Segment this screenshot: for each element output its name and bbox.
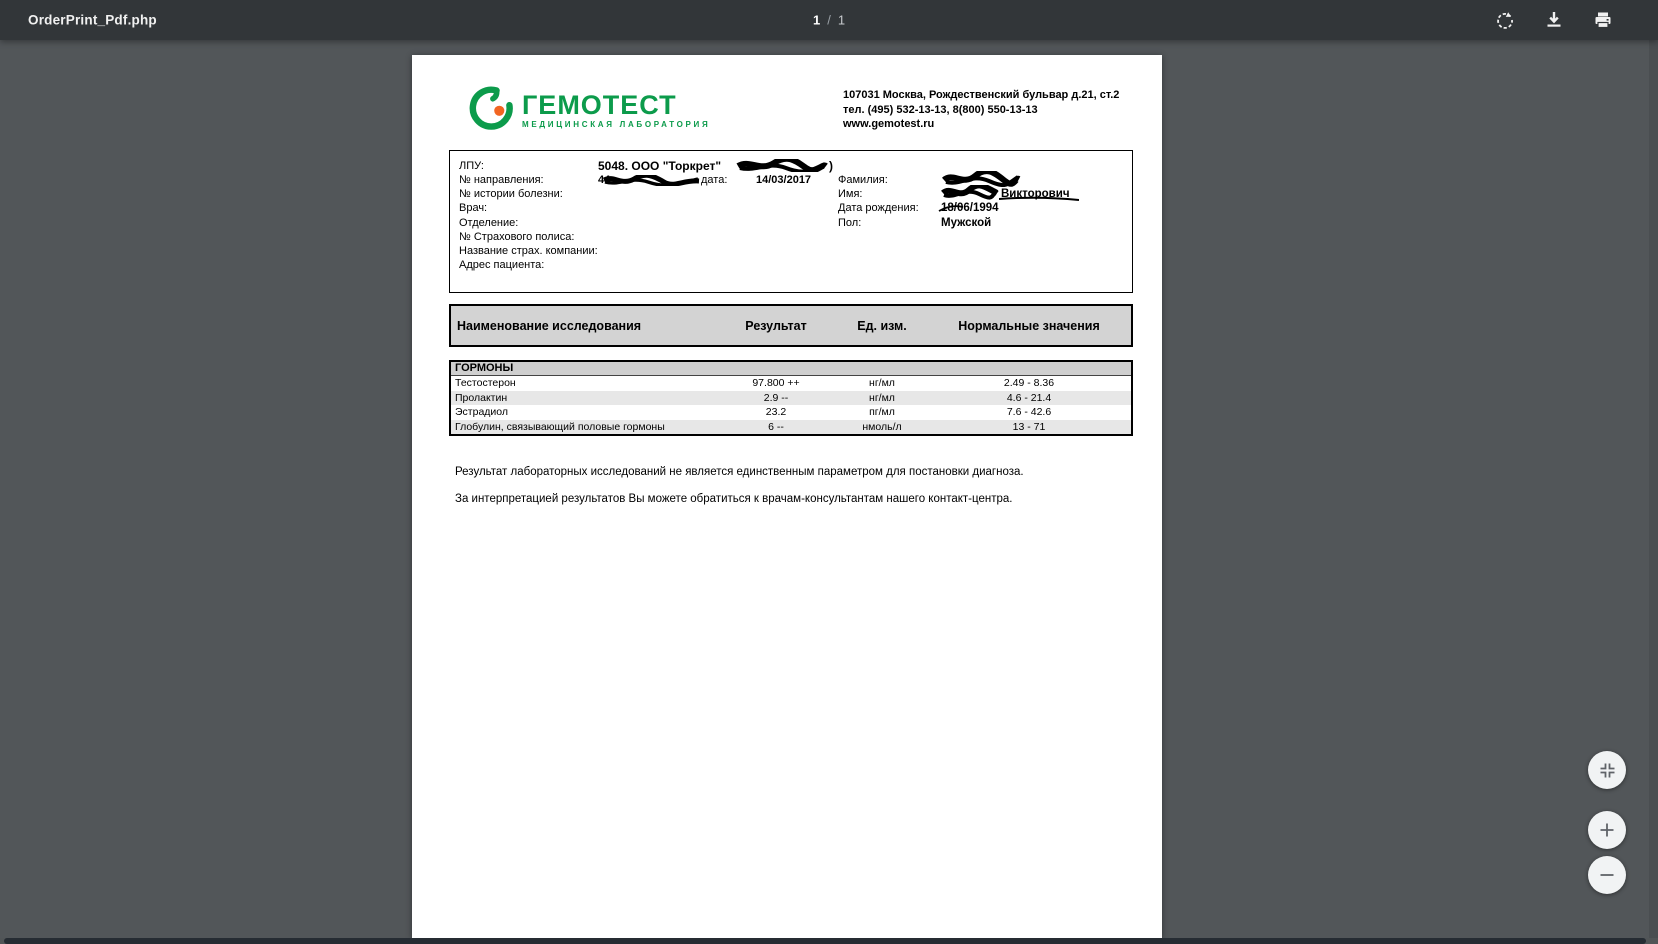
- test-norm: 7.6 - 42.6: [1006, 406, 1052, 419]
- pdf-page: [412, 55, 1162, 938]
- table-row: [451, 420, 1131, 435]
- fit-page-icon[interactable]: [1588, 751, 1626, 789]
- header-name: Наименование исследования: [457, 318, 642, 333]
- test-unit: нг/мл: [869, 391, 895, 404]
- test-result: 6 --: [768, 420, 784, 433]
- gemotest-logo-icon: [468, 85, 514, 136]
- test-unit: нмоль/л: [862, 420, 902, 433]
- print-icon[interactable]: [1587, 4, 1619, 36]
- page-divider: /: [827, 12, 831, 28]
- test-unit: пг/мл: [869, 406, 895, 419]
- table-row: [451, 405, 1131, 420]
- test-unit: нг/мл: [869, 377, 895, 390]
- page-indicator: [813, 13, 845, 28]
- policy-label: № Страхового полиса:: [459, 231, 575, 243]
- date-value: 14/03/2017: [756, 174, 812, 186]
- lpu-redaction-scribble: [736, 159, 828, 172]
- gemotest-logo: [468, 85, 710, 136]
- test-name: Пролактин: [455, 391, 508, 404]
- name-value-visible: Викторович: [1001, 188, 1070, 200]
- sex-value: Мужской: [941, 217, 992, 229]
- test-name: Тестостерон: [455, 377, 516, 390]
- sex-label: Пол:: [838, 217, 862, 229]
- gemotest-logo-text: [522, 92, 710, 129]
- vertical-scrollbar[interactable]: [1649, 40, 1658, 938]
- horizontal-scrollbar[interactable]: [0, 938, 1658, 944]
- name-redaction-scribble: [941, 185, 999, 200]
- patient-address-label: Адрес пациента:: [459, 259, 545, 271]
- birth-date-label: Дата рождения:: [838, 202, 919, 214]
- table-row: [451, 391, 1131, 406]
- horizontal-scrollbar-thumb[interactable]: [4, 938, 1646, 944]
- header-result: Результат: [745, 318, 807, 333]
- contact-address: 107031 Москва, Рождественский бульвар д.21, ст.2: [843, 89, 1120, 101]
- test-result: 2.9 --: [763, 391, 789, 404]
- pdf-viewer-toolbar: [0, 0, 1658, 40]
- contact-website: www.gemotest.ru: [843, 118, 935, 130]
- results-table: [449, 360, 1133, 436]
- test-norm: 13 - 71: [1012, 420, 1046, 433]
- referral-redaction-scribble: [602, 175, 702, 186]
- test-name: Эстрадиол: [455, 406, 509, 419]
- zoom-out-icon[interactable]: [1588, 856, 1626, 894]
- lab-contact-block: [843, 88, 1119, 132]
- results-table-header: [449, 304, 1133, 347]
- logo-subtitle: МЕДИЦИНСКАЯ ЛАБОРАТОРИЯ: [522, 120, 711, 129]
- consultation-note: За интерпретацией результатов Вы можете обратиться к врачам-консультантам нашего контакт-центра.: [455, 493, 1013, 505]
- table-row: [451, 376, 1131, 391]
- rotate-icon[interactable]: [1489, 4, 1521, 36]
- history-label: № истории болезни:: [459, 188, 563, 200]
- referral-value-visible: 44: [598, 174, 611, 186]
- page-current[interactable]: 1: [812, 12, 821, 28]
- document-title: OrderPrint_Pdf.php: [28, 12, 157, 28]
- test-norm: 2.49 - 8.36: [1003, 377, 1055, 390]
- insurance-label: Название страх. компании:: [459, 245, 598, 257]
- toolbar-actions: [1489, 0, 1619, 40]
- lpu-label: ЛПУ:: [459, 160, 484, 172]
- disclaimer-note: Результат лабораторных исследований не является единственным параметром для постановки диагноза.: [455, 466, 1024, 478]
- contact-phone: тел. (495) 532-13-13, 8(800) 550-13-13: [843, 103, 1038, 116]
- test-name: Глобулин, связывающий половые гормоны: [455, 420, 665, 433]
- doctor-label: Врач:: [459, 202, 488, 214]
- patient-info-box: [449, 150, 1133, 293]
- referral-label: № направления:: [459, 174, 544, 186]
- lpu-value: 5048. ООО "Торкрет": [598, 159, 722, 173]
- logo-title: ГЕМОТЕСТ: [522, 90, 677, 120]
- date-label: дата:: [701, 174, 728, 186]
- birth-date-value: 18/06/1994: [941, 202, 999, 214]
- download-icon[interactable]: [1538, 4, 1570, 36]
- header-norm: Нормальные значения: [958, 318, 1100, 333]
- test-result: 23.2: [765, 406, 787, 419]
- test-norm: 4.6 - 21.4: [1006, 391, 1052, 404]
- lpu-value-suffix: ): [829, 159, 833, 173]
- header-unit: Ед. изм.: [857, 318, 907, 333]
- name-label: Имя:: [838, 188, 863, 200]
- section-header-hormones: ГОРМОНЫ: [451, 362, 1131, 376]
- page-total: 1: [837, 12, 846, 28]
- test-result: 97.800 ++: [752, 377, 800, 390]
- department-label: Отделение:: [459, 217, 519, 229]
- zoom-in-icon[interactable]: [1588, 811, 1626, 849]
- surname-label: Фамилия:: [838, 174, 888, 186]
- viewer-canvas[interactable]: [0, 40, 1658, 944]
